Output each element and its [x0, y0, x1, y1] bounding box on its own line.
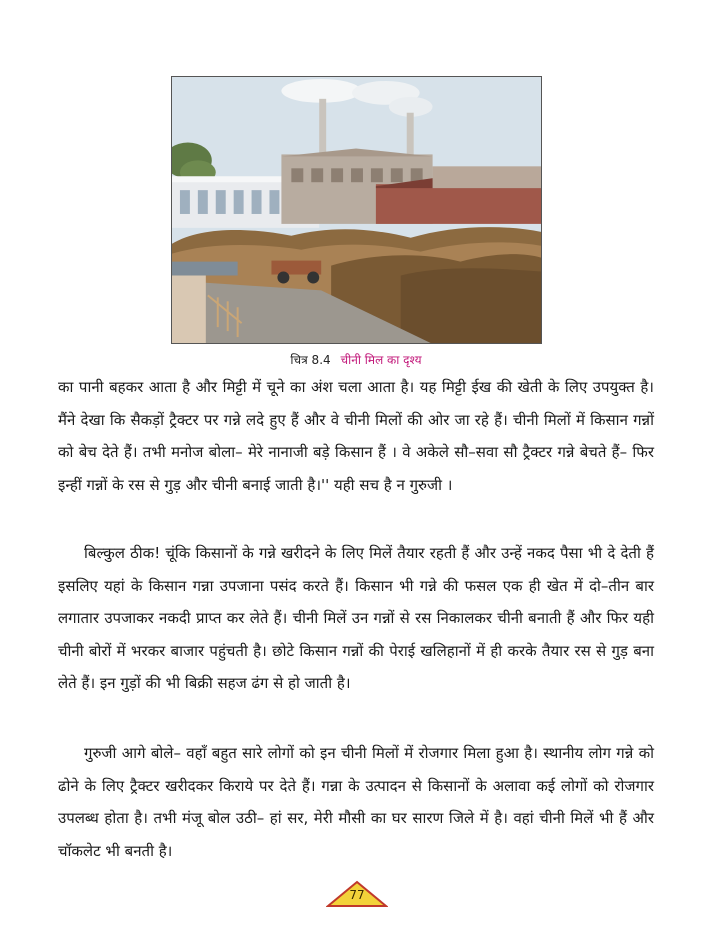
figure-title: चीनी मिल का दृश्य	[340, 353, 422, 367]
paragraph-1: का पानी बहकर आता है और मिट्टी में चूने का अंश चला आता है। यह मिट्टी ईख की खेती के लिए उपयुक्त है। मैंने देखा कि सैकड़ों ट्रैक्टर पर गन्ने लदे हुए हैं और वे चीनी मिलों की ओर जा रहे हैं। चीनी मिलों में किसान गन्नों को बेच देते हैं। तभी मनोज बोला– मेरे नानाजी बड़े किसान हैं । वे अकेले सौ–सवा सौ ट्रैक्टर गन्ने बेचते हैं– फिर इन्हीं गन्नों के रस से गुड़ और चीनी बनाई जाती है।'' यही सच है न गुरुजी ।	[58, 378, 654, 494]
figure-number: चित्र 8.4	[290, 353, 331, 367]
sugar-mill-illustration	[172, 77, 541, 343]
paragraph-3: गुरुजी आगे बोले– वहाँ बहुत सारे लोगों को इन चीनी मिलों में रोजगार मिला हुआ है। स्थानीय लोग गन्ने को ढोने के लिए ट्रैक्टर खरीदकर किराये पर देते हैं। गन्ना के उत्पादन से किसानों के अलावा कई लोगों को रोजगार उपलब्ध होता है। तभी मंजू बोल उठी– हां सर, मेरी मौसी का घर सारण जिले में है। वहां चीनी मिलें भी हैं और चॉकलेट भी बनती है।	[58, 744, 654, 860]
page-number-badge	[326, 880, 388, 908]
paragraph-2: बिल्कुल ठीक! चूंकि किसानों के गन्ने खरीदने के लिए मिलें तैयार रहती हैं और उन्हें नकद पैसा भी दे देती हैं इसलिए यहां के किसान गन्ना उपजाना पसंद करते हैं। किसान भी गन्ने की फसल एक ही खेत में दो–तीन बार लगातार उपजाकर नकदी प्राप्त कर लेते हैं। चीनी मिलें उन गन्नों से रस निकालकर चीनी बनाती हैं और फिर यही चीनी बोरों में भरकर बाजार पहुंचती है। छोटे किसान गन्नों की पेराई खलिहानों में ही करके तैयार रस से गुड़ बना लेते हैं। इन गुड़ों की भी बिक्री सहज ढंग से हो जाती है।	[58, 544, 654, 692]
sugar-mill-photo	[171, 76, 542, 344]
page-number: 77	[349, 888, 365, 902]
figure-caption	[0, 351, 712, 369]
